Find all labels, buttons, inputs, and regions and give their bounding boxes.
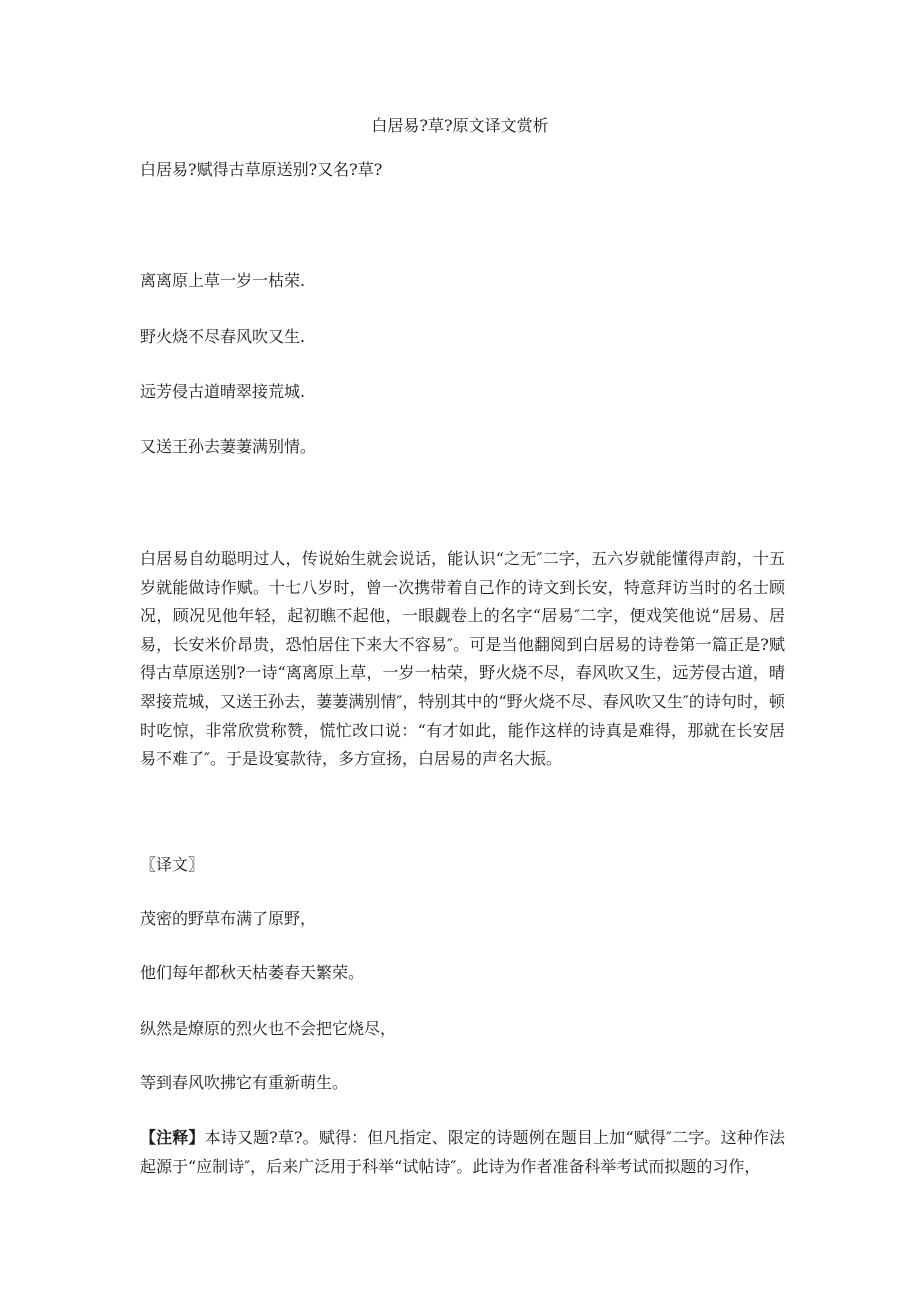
translation-line-2: 他们每年都秋天枯萎春天繁荣。 xyxy=(140,963,365,982)
annotation-text: 本诗又题?草?。赋得：但凡指定、限定的诗题例在题目上加“赋得″二字。这种作法起源于“应制诗″，后来广泛用于科举“试帖诗″。此诗为作者准备科举考试而拟题的习作， xyxy=(140,1128,785,1176)
translation-line-3: 纵然是燎原的烈火也不会把它烧尽， xyxy=(140,1019,397,1038)
annotation-paragraph xyxy=(140,1124,785,1181)
annotation-heading: 【注释】 xyxy=(140,1128,205,1147)
story-paragraph: 白居易自幼聪明过人，传说始生就会说话，能认识“之无″二字，五六岁就能懂得声韵，十五岁就能做诗作赋。十七八岁时，曾一次携带着自己作的诗文到长安，特意拜访当时的名士顾况，顾况见他年轻，起初瞧不起他，一眼觑卷上的名字“居易″二字，便戏笑他说“居易、居易，长安米价昂贵，恐怕居住下来大不容易″。可是当他翻阅到白居易的诗卷第一篇正是?赋得古草原送别?一诗“离离原上草，一岁一枯荣，野火烧不尽，春风吹又生，远芳侵古道，晴翠接荒城，又送王孙去，萋萋满别情″，特别其中的“野火烧不尽、春风吹又生″的诗句时，顿时吃惊，非常欣赏称赞，慌忙改口说：“有才如此，能作这样的诗真是难得，那就在长安居易不难了″。于是设宴款待，多方宣扬，白居易的声名大振。 xyxy=(140,549,785,769)
poem-line-3: 远芳侵古道晴翠接荒城. xyxy=(140,382,306,401)
poem-line-2: 野火烧不尽春风吹又生. xyxy=(140,327,306,346)
document-title: 白居易?草?原文译文赏析 xyxy=(371,116,549,135)
poem-subtitle: 白居易?赋得古草原送别?又名?草? xyxy=(140,160,383,179)
poem-line-1: 离离原上草一岁一枯荣. xyxy=(140,271,306,290)
translation-heading: 〖译文〗 xyxy=(140,855,205,874)
translation-line-1: 茂密的野草布满了原野， xyxy=(140,909,317,928)
translation-line-4: 等到春风吹拂它有重新萌生。 xyxy=(140,1073,349,1092)
poem-line-4: 又送王孙去萋萋满别情。 xyxy=(140,437,317,456)
